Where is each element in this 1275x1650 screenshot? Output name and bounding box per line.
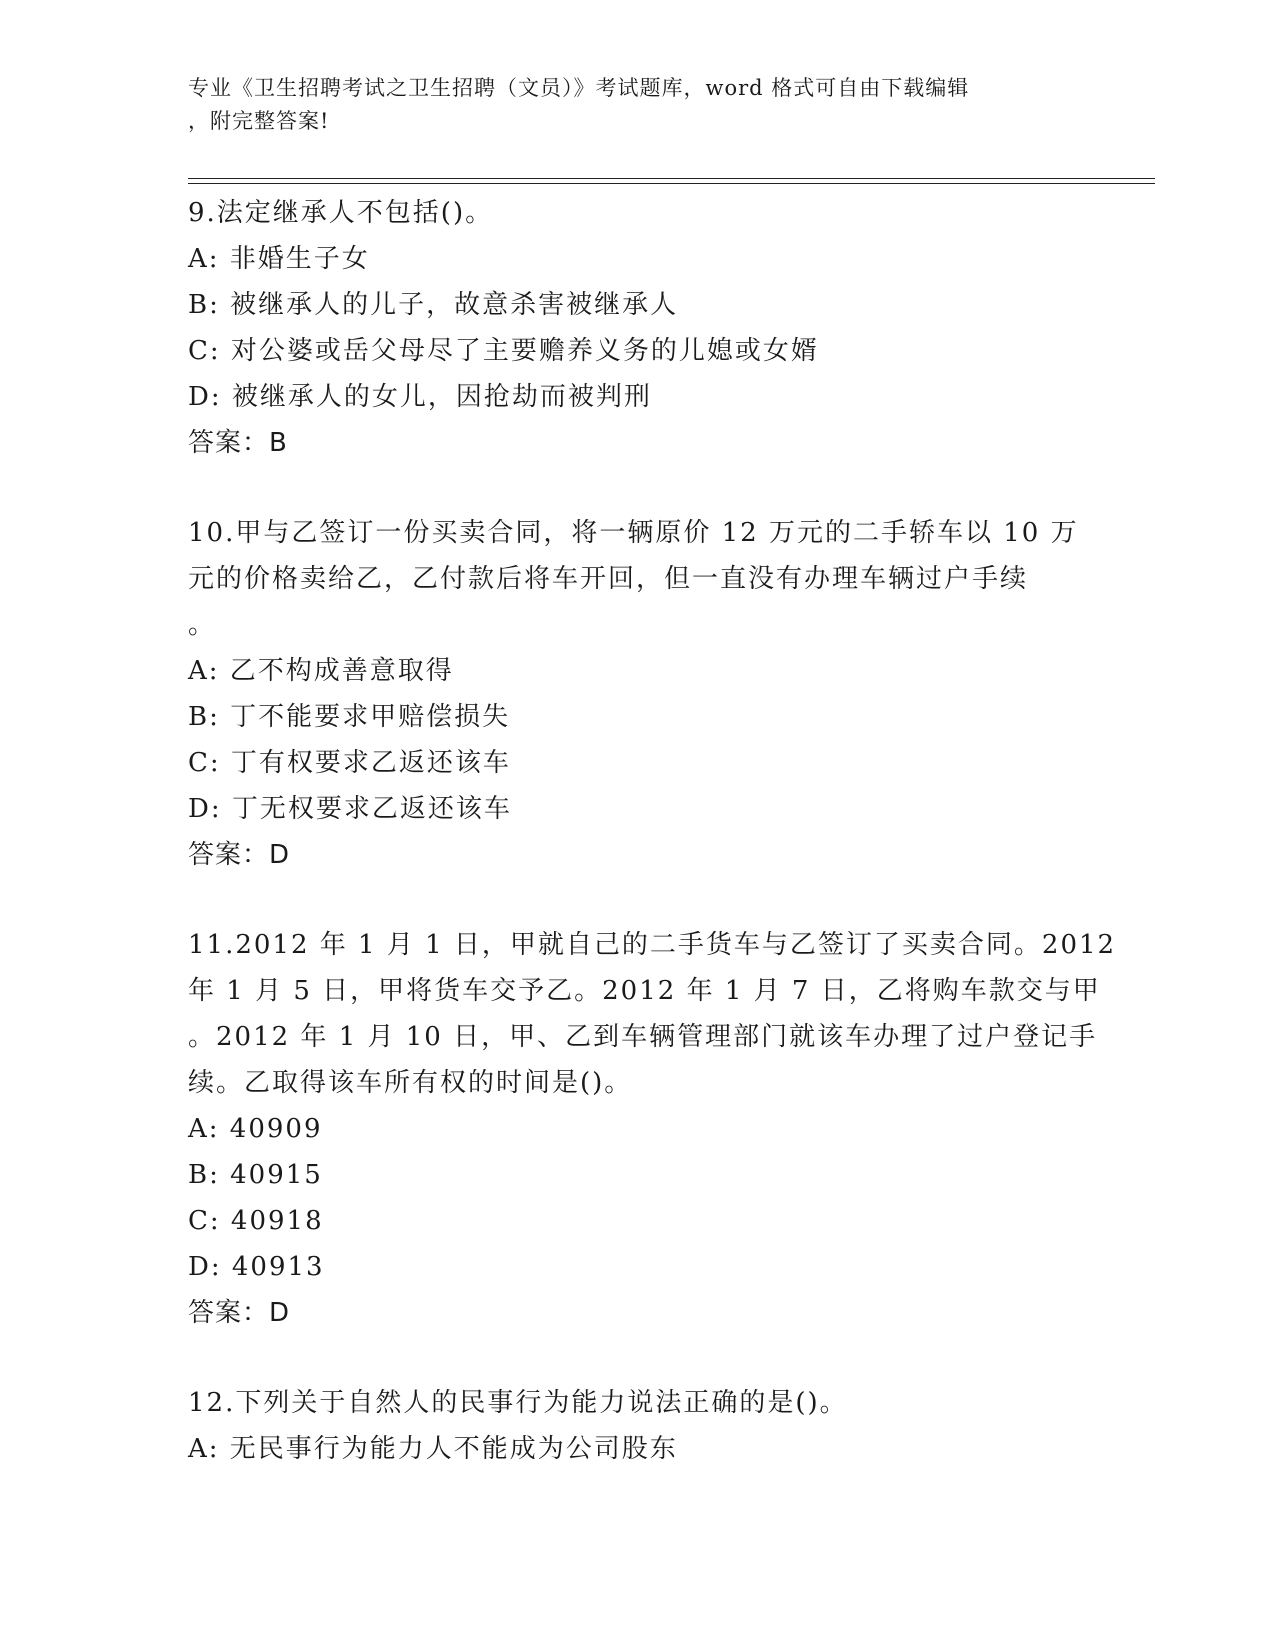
option-a: A: 40909: [188, 1114, 323, 1144]
question-text: 11.2012 年 1 月 1 日，甲就自己的二手货车与乙签订了买卖合同。2012: [188, 930, 1117, 960]
question-12: [188, 1380, 1088, 1472]
header-rule-top: [188, 178, 1155, 179]
option-a: A: 非婚生子女: [188, 244, 370, 274]
question-10: [188, 510, 1088, 878]
header-rule-bottom: [188, 183, 1155, 184]
option-d: D: 丁无权要求乙返还该车: [188, 794, 512, 824]
option-c: C: 40918: [188, 1206, 324, 1236]
document-header: [188, 72, 1088, 138]
option-c: C: 对公婆或岳父母尽了主要赡养义务的儿媳或女婿: [188, 336, 819, 366]
answer-label: 答案：D: [188, 1298, 291, 1328]
header-line-2: ，附完整答案!: [188, 109, 330, 133]
question-text: 续。乙取得该车所有权的时间是()。: [188, 1068, 633, 1098]
option-a: A: 无民事行为能力人不能成为公司股东: [188, 1434, 678, 1464]
question-9: [188, 190, 1088, 466]
answer-label: 答案：D: [188, 840, 291, 870]
option-b: B: 丁不能要求甲赔偿损失: [188, 702, 511, 732]
question-text: 。2012 年 1 月 10 日，甲、乙到车辆管理部门就该车办理了过户登记手: [188, 1022, 1098, 1052]
option-d: D: 40913: [188, 1252, 325, 1282]
option-c: C: 丁有权要求乙返还该车: [188, 748, 511, 778]
question-list: [188, 190, 1117, 1472]
question-text: 。: [188, 610, 217, 640]
question-11: [188, 922, 1117, 1336]
question-text: 10.甲与乙签订一份买卖合同，将一辆原价 12 万元的二手轿车以 10 万: [188, 518, 1079, 548]
option-b: B: 被继承人的儿子，故意杀害被继承人: [188, 290, 679, 320]
answer-label: 答案：B: [188, 428, 288, 458]
question-text: 元的价格卖给乙，乙付款后将车开回，但一直没有办理车辆过户手续: [188, 564, 1029, 594]
header-line-1: 专业《卫生招聘考试之卫生招聘（文员）》考试题库，word 格式可自由下载编辑: [188, 76, 970, 100]
option-b: B: 40915: [188, 1160, 323, 1190]
question-text: 年 1 月 5 日，甲将货车交予乙。2012 年 1 月 7 日，乙将购车款交与甲: [188, 976, 1101, 1006]
question-text: 12.下列关于自然人的民事行为能力说法正确的是()。: [188, 1388, 848, 1418]
option-a: A: 乙不构成善意取得: [188, 656, 454, 686]
question-text: 9.法定继承人不包括()。: [188, 198, 494, 228]
option-d: D: 被继承人的女儿，因抢劫而被判刑: [188, 382, 652, 412]
